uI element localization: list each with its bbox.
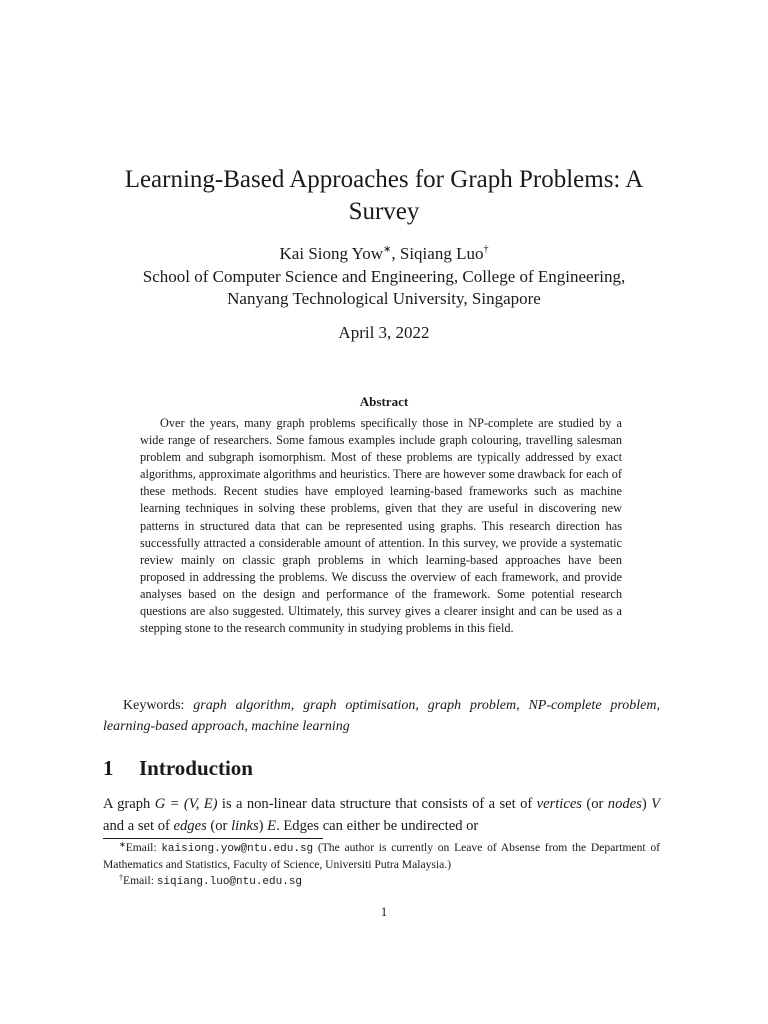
- author-name: Siqiang Luo: [399, 244, 484, 263]
- text-run: ): [258, 818, 268, 834]
- footnote-divider: [103, 838, 323, 839]
- text-run: ): [641, 796, 652, 812]
- author-name: Kai Siong Yow: [279, 244, 383, 263]
- footnote-marker: †: [119, 873, 123, 882]
- footnote-marker: ∗: [119, 840, 126, 849]
- section-number: 1: [103, 756, 114, 780]
- term-emphasis: vertices: [536, 796, 582, 812]
- term-emphasis: nodes: [607, 796, 642, 812]
- term-emphasis: edges: [173, 818, 207, 834]
- text-run: (or: [582, 796, 608, 812]
- footnote-marker[interactable]: ∗: [382, 244, 392, 255]
- footnote-label: Email:: [123, 874, 157, 887]
- term-emphasis: links: [231, 818, 259, 834]
- keywords-values: graph algorithm, graph optimisation, graph problem, NP-complete problem, learning-based approach, machine learning: [103, 698, 660, 734]
- section-title: Introduction: [139, 756, 253, 780]
- affiliation-line: Nanyang Technological University, Singapore: [227, 289, 541, 308]
- text-run: is a non-linear data structure that consists of a set of: [217, 796, 537, 812]
- author-list: [90, 243, 678, 265]
- text-run: A graph: [103, 796, 155, 812]
- author-separator: ,: [391, 244, 400, 263]
- email-link[interactable]: kaisiong.yow@ntu.edu.sg: [161, 843, 314, 855]
- section-heading-introduction: [103, 755, 663, 781]
- page-number: 1: [380, 904, 388, 919]
- text-run: (or: [206, 818, 232, 834]
- publication-date: April 3, 2022: [338, 323, 430, 342]
- affiliation-line: School of Computer Science and Engineering, College of Engineering,: [142, 267, 626, 286]
- email-link[interactable]: siqiang.luo@ntu.edu.sg: [156, 876, 303, 888]
- footnote-2: [103, 873, 660, 890]
- footnote-text: (The author is currently on Leave of Absense from the Department of Mathematics and Statistics, Faculty of Science, Universiti Putra Malaysia.): [103, 841, 660, 871]
- footnote-marker[interactable]: †: [483, 244, 489, 255]
- keywords-label: Keywords:: [123, 698, 194, 713]
- footnote-1: [103, 840, 660, 873]
- affiliation: [80, 266, 688, 310]
- keywords: [103, 695, 660, 737]
- footnotes: [103, 840, 660, 890]
- abstract-text: Over the years, many graph problems specifically those in NP-complete are studied by a wide range of researchers. Some famous examples include graph colouring, travelling salesman problem and subgraph isomorphism. Most of these problems are typically addressed by exact algorithms, approximate algorithms and heuristics. There are however some drawback for each of these methods. Recent studies have employed learning-based frameworks such as machine learning techniques in solving these problems, given that they are useful in discovering new patterns in structured data that can be represented using graphs. This research direction has successfully attracted a considerable amount of attention. In this survey, we provide a systematic review mainly on classic graph problems in which learning-based approaches have been proposed in addressing the problems. We discuss the overview of each framework, and provide analyses based on the design and performance of the framework. Some potential research questions are also suggested. Ultimately, this survey gives a clearer insight and can be used as a stepping stone to the research community in studying problems in this field.: [140, 416, 622, 636]
- intro-paragraph: [103, 793, 660, 837]
- math-inline: E: [267, 818, 277, 834]
- text-run: and a set of: [103, 818, 174, 834]
- math-inline: V: [651, 796, 660, 812]
- abstract-heading: Abstract: [359, 394, 409, 409]
- footnote-label: Email:: [125, 841, 162, 854]
- paper-title: Learning-Based Approaches for Graph Problems: A Survey: [124, 166, 644, 225]
- math-inline: G = (V, E): [154, 796, 218, 812]
- text-run: . Edges can either be undirected or: [276, 818, 479, 834]
